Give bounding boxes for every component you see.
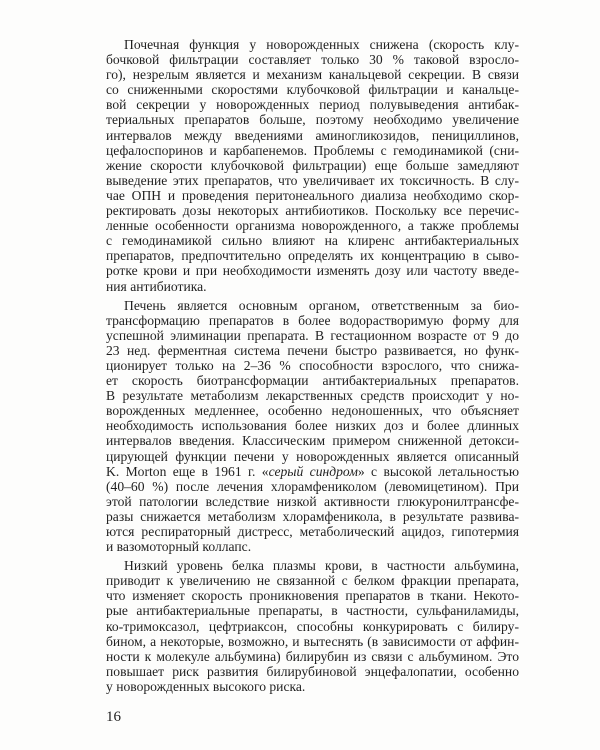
text-line: бочковой фильтрации составляет только 30 % таковой взросло- xyxy=(106,52,519,68)
text-line: повышает риск развития билирубиновой энцефалопатии, особенно xyxy=(106,663,519,679)
text-line: интервалов введения. Классическим примером сниженной детокси- xyxy=(106,433,519,449)
text-line: ет скорость биотрансформации антибактериальных препаратов. xyxy=(106,373,519,389)
text-line: выведение этих препаратов, что увеличивает их токсичность. В слу- xyxy=(106,172,519,188)
text-line: го), незрелым является и механизм канальцевой секреции. В связи xyxy=(106,67,519,83)
page-number: 16 xyxy=(106,709,121,725)
text-line: Почечная функция у новорожденных снижена (скорость клу- xyxy=(124,37,519,52)
text-line: Печень является основным органом, ответственным за био- xyxy=(124,297,519,313)
text-line: териальных препаратов больше, поэтому необходимо увеличение xyxy=(106,112,519,128)
text-line: цирующей функции печени у новорожденных является описанный xyxy=(106,448,519,464)
text-line: ко-тримоксазол, цефтриаксон, способны конкурировать с билиру- xyxy=(106,618,519,634)
text-line: что изменяет скорость проникновения препаратов в ткани. Некото- xyxy=(106,588,519,604)
text-line: этой патологии вследствие низкой активности глюкуронилтрансфе- xyxy=(106,493,519,509)
text-segment: K. Morton еще в 1961 г. « xyxy=(106,463,269,479)
paragraph-1 xyxy=(106,37,519,294)
text-line: трансформацию препаратов в более водорастворимую форму для xyxy=(106,312,519,328)
text-line: ротке крови и при необходимости изменять дозу или частоту введе- xyxy=(106,263,519,279)
text-line: ворожденных медленнее, особенно недоношенных, что объясняет xyxy=(106,403,519,419)
text-line-with-term xyxy=(106,464,519,479)
text-line: (40–60 %) после лечения хлорамфениколом (левомицетином). При xyxy=(106,478,519,494)
text-line: бином, а некоторые, возможно, и вытеснять (в зависимости от аффин- xyxy=(106,633,519,649)
text-line: вой секреции у новорожденных период полувыведения антибак- xyxy=(106,97,519,113)
text-line: Низкий уровень белка плазмы крови, в частности альбумина, xyxy=(124,558,519,574)
text-line: со сниженными скоростями клубочковой фильтрации и канальце- xyxy=(106,82,519,98)
text-line: ния антибиотика. xyxy=(106,278,207,294)
text-line: цефалоспоринов и карбапенемов. Проблемы с гемодинамикой (сни- xyxy=(106,142,519,158)
text-line: чае ОПН и проведения перитонеального диализа необходимо скор- xyxy=(106,187,519,203)
text-line: препаратов, предпочтительно определять их концентрацию в сыво- xyxy=(106,248,519,264)
text-line: ционирует только на 2–36 % способности взрослого, что снижа- xyxy=(106,357,519,373)
text-line: с гемодинамикой сильно влияют на клиренс антибактериальных xyxy=(106,233,519,249)
text-line: ленные особенности организма новорожденного, а также проблемы xyxy=(106,218,519,234)
text-line: приводит к увеличению не связанной с белком фракции препарата, xyxy=(106,573,519,589)
text-line: В результате метаболизм лекарственных средств происходит у но- xyxy=(106,388,519,404)
text-line: у новорожденных высокого риска. xyxy=(106,678,306,694)
text-line: и вазомоторный коллапс. xyxy=(106,539,252,555)
text-line: жение скорости клубочковой фильтрации) еще больше замедляют xyxy=(106,157,519,173)
body-text xyxy=(106,37,519,694)
italic-term: серый синдром xyxy=(268,463,358,479)
text-line: необходимость использования более низких доз и более длинных xyxy=(106,418,519,434)
text-line: успешной элиминации препарата. В гестационном возрасте от 9 до xyxy=(106,327,519,343)
paragraph-3 xyxy=(106,558,519,694)
text-segment: » с высокой летальностью xyxy=(357,463,519,479)
text-line: ности к молекуле альбумина) билирубин из связи с альбумином. Это xyxy=(106,648,519,664)
text-line: интервалов между введениями аминогликозидов, пенициллинов, xyxy=(106,127,519,143)
text-line: ются респираторный дистресс, метаболический ацидоз, гипотермия xyxy=(106,524,519,539)
text-line: ректировать дозы некоторых антибиотиков. Поскольку все перечис- xyxy=(106,203,519,219)
paragraph-2 xyxy=(106,298,519,555)
text-line: рые антибактериальные препараты, в частности, сульфаниламиды, xyxy=(106,603,519,619)
text-line: разы снижается метаболизм хлорамфеникола, в результате развива- xyxy=(106,508,519,524)
text-line: 23 нед. ферментная система печени быстро развивается, но функ- xyxy=(106,342,519,358)
